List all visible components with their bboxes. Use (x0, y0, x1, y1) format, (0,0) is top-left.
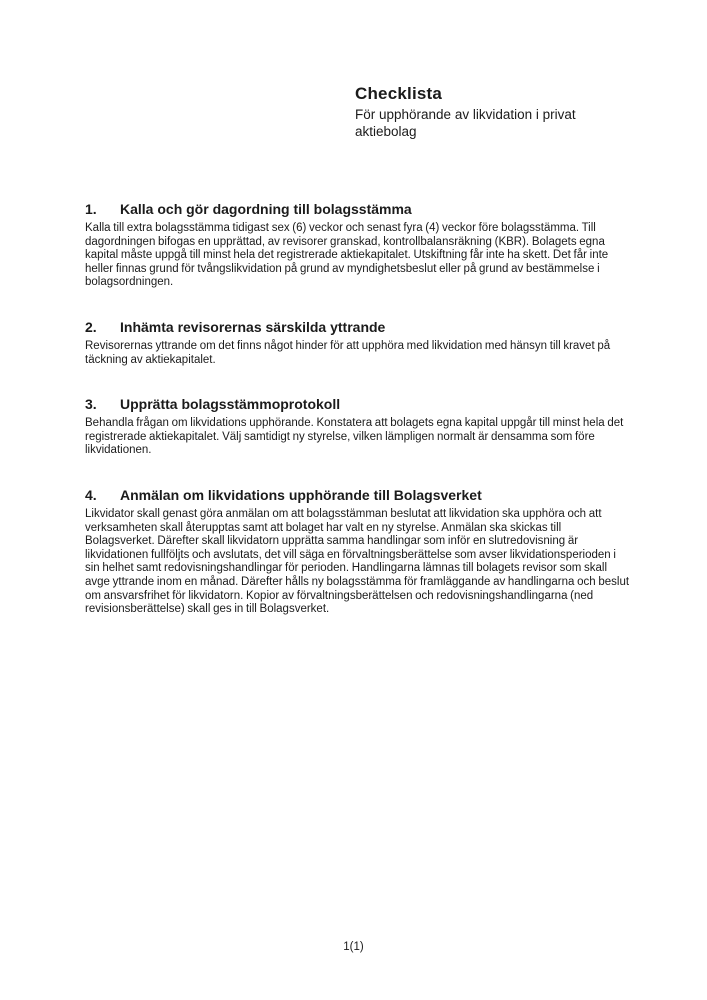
section-4-heading (85, 486, 633, 504)
section-3-title: Upprätta bolagsstämmoprotokoll (120, 396, 341, 413)
section-1-paragraph: Kalla till extra bolagsstämma tidigast sex (6) veckor och senast fyra (4) veckor före bolagsstämma. Till dagordningen bifogas en upprättad, av revisorer granskad, kontrollbalansräkning (KBR). Bolagets egna kapital måste uppgå till minst hela det registrerade aktiekapitalet. Utskiftning får inte ha skett. Det får inte heller finnas grund för tvångslikvidation på grund av myndighetsbeslut eller på grund av bestämmelse i bolagsordningen. (85, 222, 609, 289)
section-2-heading (85, 318, 633, 336)
section-4-paragraph: Likvidator skall genast göra anmälan om att bolagsstämman beslutat att likvidation ska upphöra och att verksamheten skall återupptas samt att bolaget har valt en ny styrelse. Anmälan ska skickas till Bolagsverket. Därefter skall likvidatorn upprätta samma handlingar som inför en slutredovisning är likvidationen fullföljts och avslutats, det vill säga en förvaltningsberättelse som avser likvidationsperioden i sin helhet samt redovisningshandlingar för perioden. Handlingarna lämnas till bolagets revisor som skall avge yttrande inom en månad. Därefter hålls ny bolagsstämma för framläggande av handlingarna och beslut om ansvarsfrihet för likvidatorn. Kopior av förvaltningsberättelsen och redovisningshandlingarna (ned revisionsberättelse) skall ges in till Bolagsverket. (85, 507, 630, 616)
title-block (355, 84, 607, 140)
section-4-title: Anmälan om likvidations upphörande till Bolagsverket (120, 486, 482, 503)
section-2-number: 2. (85, 318, 97, 335)
section-4 (85, 486, 633, 617)
page-number: 1(1) (343, 941, 364, 953)
section-2 (85, 318, 633, 367)
section-1 (85, 200, 633, 290)
section-1-number: 1. (85, 201, 97, 217)
section-2-paragraph: Revisorernas yttrande om det finns något hinder för att upphöra med likvidation med hänsyn till kravet på täckning av aktiekapitalet. (85, 339, 611, 366)
section-3-paragraph: Behandla frågan om likvidations upphörande. Konstatera att bolagets egna kapital uppgår till minst hela det registrerade aktiekapitalet. Välj samtidigt ny styrelse, vilken lämpligen normalt är densamma som före likvidationen. (85, 417, 624, 457)
document-subtitle: För upphörande av likvidation i privat aktiebolag (355, 107, 576, 139)
document-title: Checklista (355, 84, 443, 103)
section-3-heading (85, 395, 633, 413)
document-body (85, 200, 633, 617)
section-3 (85, 395, 633, 458)
section-1-title: Kalla och gör dagordning till bolagsstämma (120, 201, 412, 217)
section-3-number: 3. (85, 396, 97, 413)
section-1-heading (85, 200, 633, 218)
section-4-number: 4. (85, 486, 97, 503)
section-2-title: Inhämta revisorernas särskilda yttrande (120, 318, 386, 335)
